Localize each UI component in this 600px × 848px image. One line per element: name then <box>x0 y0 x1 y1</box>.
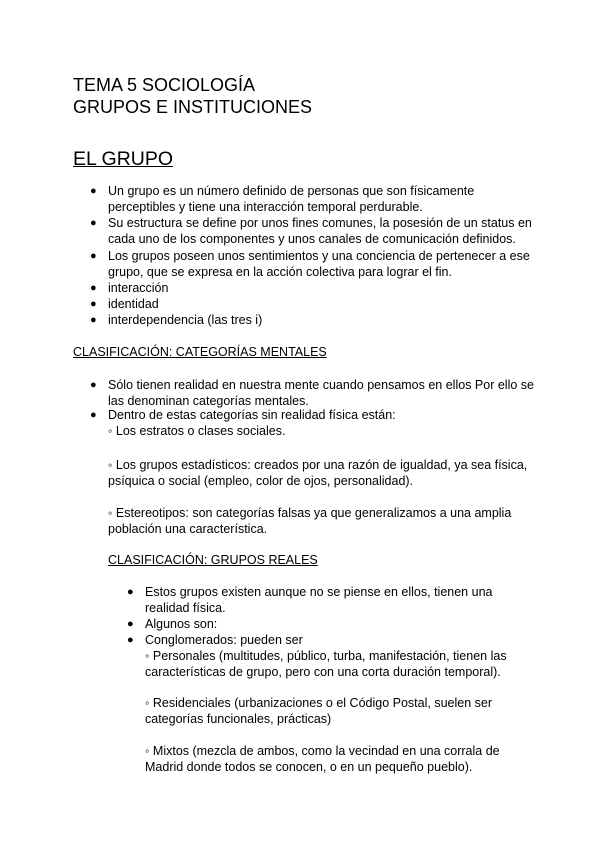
section-heading-grupos-reales: CLASIFICACIÓN: GRUPOS REALES <box>108 553 318 567</box>
sub-paragraph: ◦ Residenciales (urbanizaciones o el Código Postal, suelen ser categorías funcionales, prácticas) <box>145 696 492 726</box>
list-item: Sólo tienen realidad en nuestra mente cuando pensamos en ellos Por ello se las denominan categorías mentales. <box>108 378 534 408</box>
list-item: Un grupo es un número definido de personas que son físicamente perceptibles y tiene una interacción temporal perdurable. <box>108 184 475 214</box>
list-item: Su estructura se define por unos fines comunes, la posesión de un status en cada uno de los componentes y unos canales de comunicación definidos. <box>108 216 532 246</box>
list-item: Estos grupos existen aunque no se piense en ellos, tienen una realidad física. <box>145 585 493 615</box>
list-item: interdependencia (las tres i) <box>108 313 263 327</box>
bullet-icon: ● <box>90 185 97 197</box>
list-item: Algunos son: <box>145 617 218 631</box>
sub-paragraph: ◦ Mixtos (mezcla de ambos, como la vecindad en una corrala de Madrid donde todos se conocen, o en un pequeño pueblo). <box>145 744 500 774</box>
bullet-icon: ● <box>127 634 134 646</box>
list-item: Dentro de estas categorías sin realidad física están: ◦ Los estratos o clases sociales. <box>108 408 396 438</box>
bullet-icon: ● <box>127 618 134 630</box>
section-heading-categorias-mentales: CLASIFICACIÓN: CATEGORÍAS MENTALES <box>73 345 327 359</box>
list-item: Los grupos poseen unos sentimientos y una conciencia de pertenecer a ese grupo, que se expresa en la acción colectiva para lograr el fin. <box>108 249 530 279</box>
list-item: identidad <box>108 297 159 311</box>
bullet-icon: ● <box>90 409 97 421</box>
bullet-icon: ● <box>127 586 134 598</box>
bullet-icon: ● <box>90 217 97 229</box>
sub-paragraph: ◦ Los grupos estadísticos: creados por una razón de igualdad, ya sea física, psíquica o social (empleo, color de ojos, personalidad). <box>108 458 528 488</box>
section-heading-el-grupo: EL GRUPO <box>73 148 174 170</box>
list-item: interacción <box>108 281 169 295</box>
document-title: TEMA 5 SOCIOLOGÍA <box>73 75 256 95</box>
list-item: Conglomerados: pueden ser ◦ Personales (multitudes, público, turba, manifestación, tienen las características de grupo, pero con una corta duración temporal). <box>145 633 507 679</box>
bullet-icon: ● <box>90 250 97 262</box>
document-subtitle: GRUPOS E INSTITUCIONES <box>73 97 313 117</box>
sub-paragraph: ◦ Estereotipos: son categorías falsas ya que generalizamos a una amplia población una característica. <box>108 506 512 536</box>
bullet-icon: ● <box>90 379 97 391</box>
bullet-icon: ● <box>90 282 97 294</box>
bullet-icon: ● <box>90 314 97 326</box>
bullet-icon: ● <box>90 298 97 310</box>
